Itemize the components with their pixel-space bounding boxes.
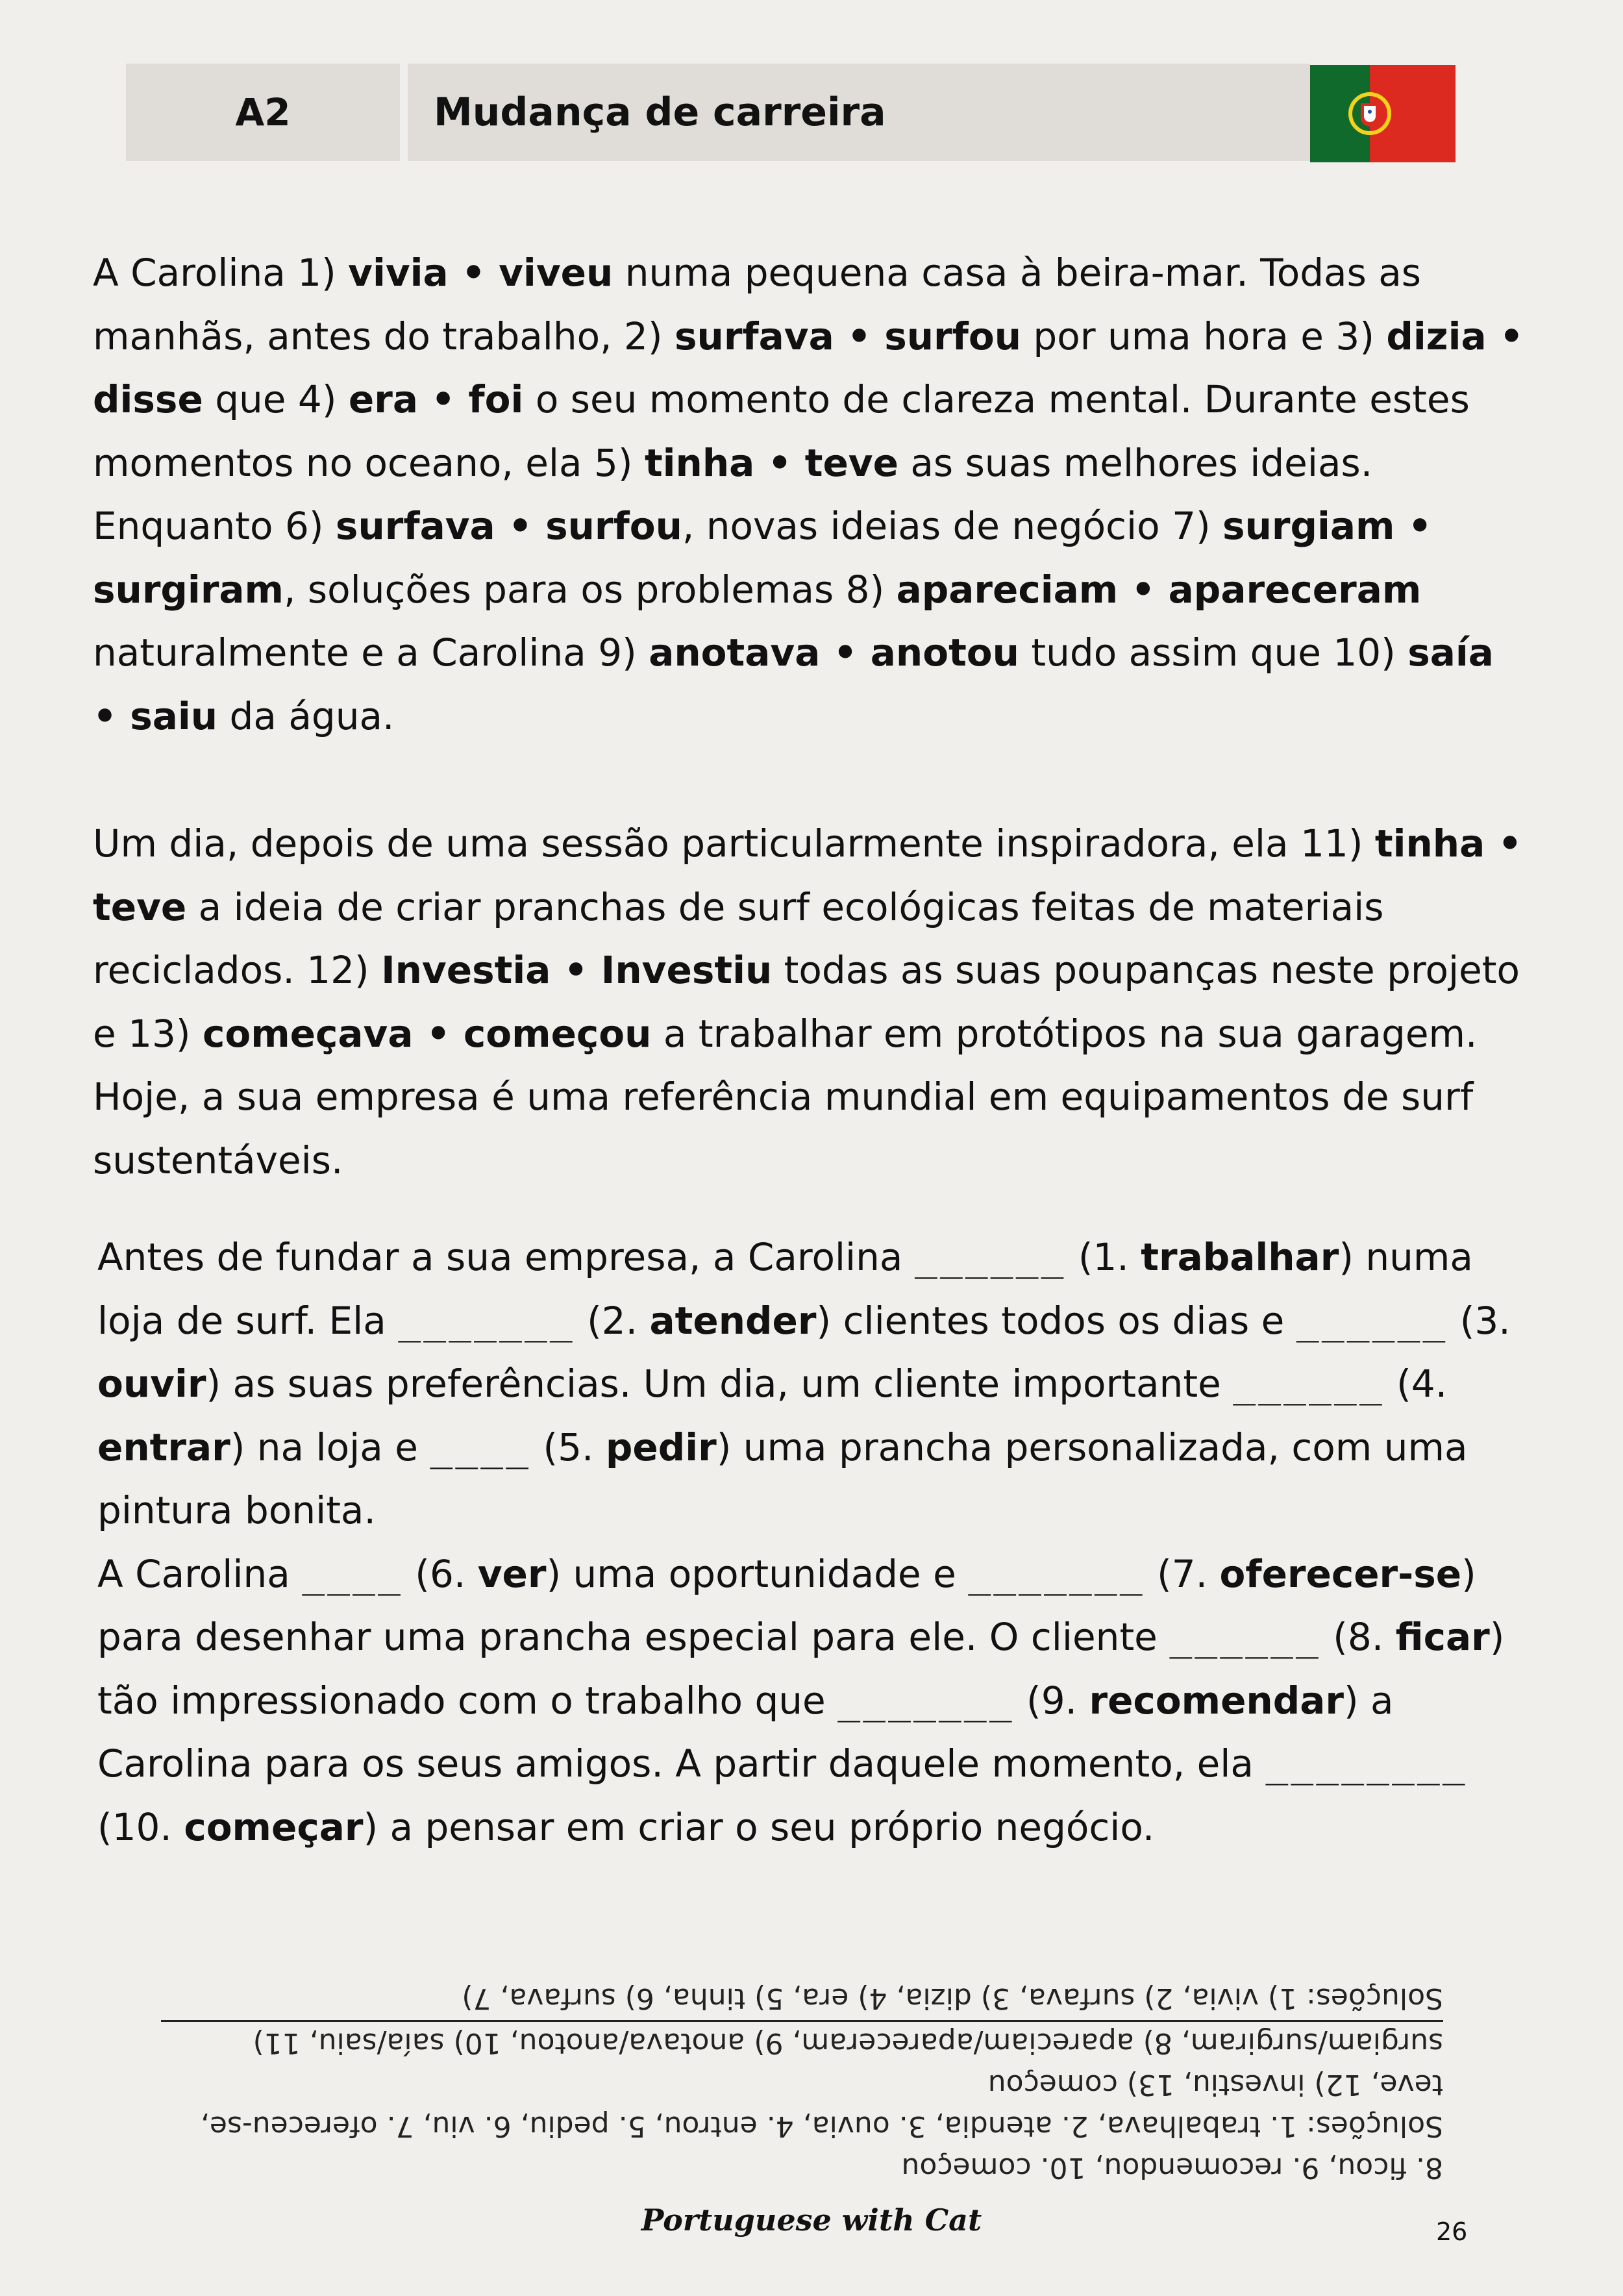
page-title: Mudança de carreira [408,64,1310,161]
solutions-line: surgiam/surgiram, 8) apareciam/apareceram, 9) anotava/anotou, 10) saía/saiu, 11) [253,2027,1443,2060]
page-header [126,64,1456,161]
exercise-paragraph-1: A Carolina 1) vivia • viveu numa pequena casa à beira-mar. Todas as manhãs, antes do trabalho, 2) surfava • surfou por uma hora e 3) dizia • disse que 4) era • foi o seu momento de clareza mental. Durante estes momentos no oceano, ela 5) tinha • teve as suas melhores ideias. Enquanto 6) surfava • surfou, novas ideias de negócio 7) surgiam • surgiram, soluções para os problemas 8) apareciam • apareceram naturalmente e a Carolina 9) anotava • anotou tudo assim que 10) saía • saiu da água. [93,251,1524,738]
solutions-line: teve, 12) investiu, 13) começou [987,2068,1443,2101]
coat-of-arms-icon [1348,92,1392,136]
portugal-flag-icon [1310,65,1456,162]
solutions-line: Soluções: 1) vivia, 2) surfava, 3) dizia, 4) era, 5) tinha, 6) surfava, 7) [161,1977,1443,2022]
solutions-line: 8. ficou, 9. recomendou, 10. começou [901,2151,1443,2184]
exercise-paragraph-3: Antes de fundar a sua empresa, a Carolina ______ (1. trabalhar) numa loja de surf. Ela _______ (2. atender) clientes todos os dias e ______ (3. ouvir) as suas preferências. Um dia, um cliente importante ______ (4. entrar) na loja e ____ (5. pedir) uma prancha personalizada, com uma pintura bonita. A Carolina ____ (6. ver) uma oportunidade e _______ (7. oferecer-se) para desenhar uma prancha especial para ele. O cliente ______ (8. ficar) tão impressionado com o trabalho que _______ (9. recomendar) a Carolina para os seus amigos. A partir daquele momento, ela ________ (10. começar) a pensar em criar o seu próprio negócio. [97,1235,1511,1849]
upside-down-solutions [161,1958,1443,2188]
solutions-line: Soluções: 1. trabalhava, 2. atendia, 3. ouvia, 4. entrou, 5. pediu, 6. viu, 7. ofereceu-se, [200,2110,1443,2143]
blank-4: ______ [1233,1362,1385,1406]
level-badge: A2 [126,64,400,161]
footer-brand: Portuguese with Cat [641,2202,982,2238]
blank-6: ____ [302,1551,403,1596]
blank-7: _______ [968,1551,1145,1596]
blank-5: ____ [430,1425,532,1469]
blank-9: _______ [837,1678,1015,1723]
blank-10: ________ [1265,1741,1468,1786]
blank-3: ______ [1296,1298,1448,1343]
page-number: 26 [1436,2217,1468,2246]
exercise-paragraph-2: Um dia, depois de uma sessão particularmente inspiradora, ela 11) tinha • teve a ideia de criar pranchas de surf ecológicas feitas de materiais reciclados. 12) Investia • Investiu todas as suas poupanças neste projeto e 13) começava • começou a trabalhar em protótipos na sua garagem. Hoje, a sua empresa é uma referência mundial em equipamentos de surf sustentáveis. [93,821,1522,1182]
blank-2: _______ [398,1298,575,1343]
blank-8: ______ [1169,1615,1321,1659]
blank-1: ______ [914,1235,1067,1279]
